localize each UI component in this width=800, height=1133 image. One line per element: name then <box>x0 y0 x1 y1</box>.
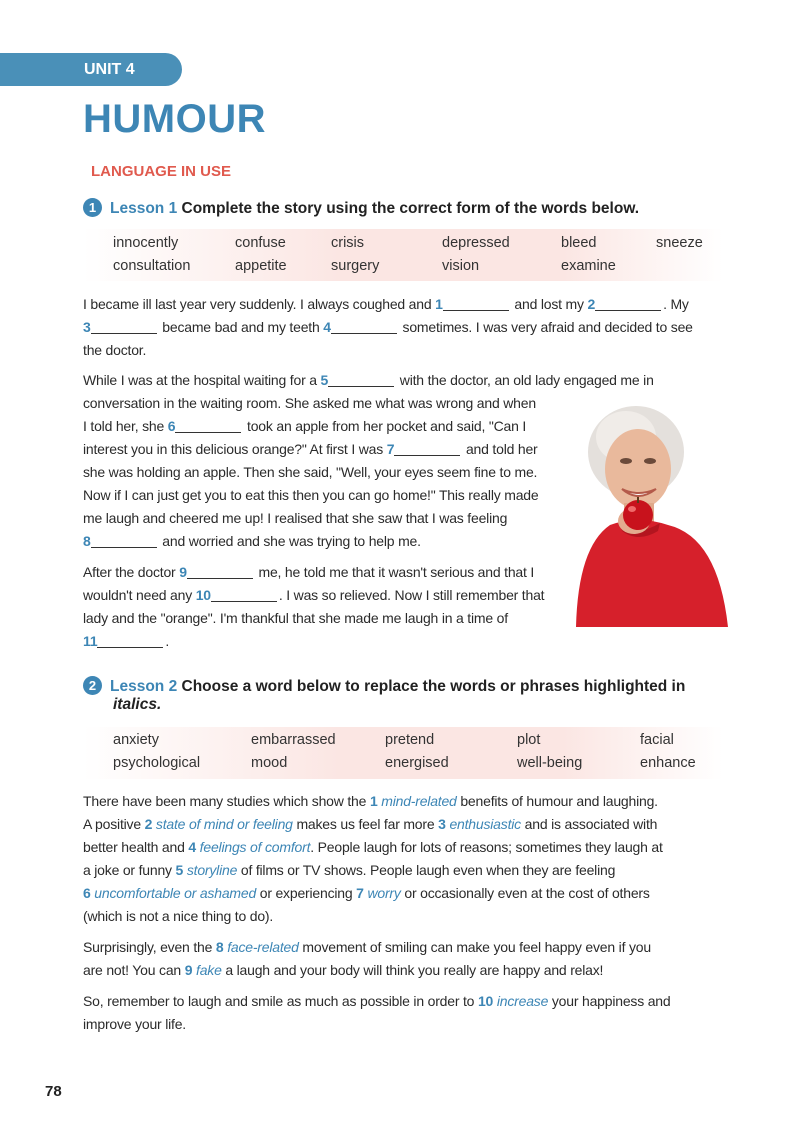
answer-blank[interactable] <box>328 372 394 387</box>
text: I told her, she <box>83 418 168 434</box>
answer-blank[interactable] <box>394 441 460 456</box>
text: Now if I can just get you to eat this then you can go home!" This really made <box>83 487 539 503</box>
text: . My <box>663 296 689 312</box>
word-item: enhance <box>640 755 696 771</box>
gap-number: 5 <box>320 372 329 388</box>
gap-number: 9 <box>179 564 187 580</box>
gap-number: 10 <box>195 587 211 603</box>
word-box-2 <box>83 727 723 779</box>
section-label: LANGUAGE IN USE <box>91 163 232 180</box>
text-paragraph-2 <box>83 936 723 982</box>
gap-number: 8 <box>83 533 91 549</box>
exercise-1-heading <box>83 198 639 218</box>
gap-number: 2 <box>587 296 596 312</box>
text: with the doctor, an old lady engaged me in <box>396 372 654 388</box>
answer-blank[interactable] <box>211 587 277 602</box>
text: a joke or funny <box>83 862 176 878</box>
exercise-instruction: Choose a word below to replace the words or phrases highlighted in <box>181 678 686 695</box>
highlighted-phrase[interactable]: worry <box>367 885 401 901</box>
highlighted-phrase[interactable]: face-related <box>227 939 299 955</box>
lesson-label: Lesson 1 <box>110 200 178 217</box>
highlighted-phrase[interactable]: storyline <box>186 862 238 878</box>
word-item: anxiety <box>113 732 159 748</box>
highlighted-phrase[interactable]: feelings of comfort <box>199 839 311 855</box>
item-number: 7 <box>356 885 364 901</box>
word-item: bleed <box>561 235 597 251</box>
answer-blank[interactable] <box>97 633 163 648</box>
answer-blank[interactable] <box>595 296 661 311</box>
word-box-1 <box>83 229 723 281</box>
answer-blank[interactable] <box>175 418 241 433</box>
text: After the doctor <box>83 564 180 580</box>
word-item: facial <box>640 732 674 748</box>
text: or occasionally even at the cost of others <box>400 885 650 901</box>
item-number: 8 <box>215 939 224 955</box>
item-number: 2 <box>144 816 153 832</box>
text: . People laugh for lots of reasons; sometimes they laugh at <box>310 839 663 855</box>
text: . <box>165 633 170 649</box>
text: Surprisingly, even the <box>83 939 216 955</box>
text: . I was so relieved. Now I still remember that <box>278 587 545 603</box>
text: makes us feel far more <box>292 816 439 832</box>
exercise-instruction: Complete the story using the correct form of the words below. <box>181 200 640 217</box>
lesson-label: Lesson 2 <box>110 678 178 695</box>
text: While I was at the hospital waiting for a <box>83 372 321 388</box>
text: So, remember to laugh and smile as much as possible in order to <box>83 993 478 1009</box>
text: (which is not a nice thing to do). <box>83 908 274 924</box>
text: are not! You can <box>83 962 185 978</box>
text: became bad and my teeth <box>158 319 324 335</box>
page-title: HUMOUR <box>83 97 266 141</box>
text: interest you in this delicious orange?" At first I was <box>83 441 387 457</box>
highlighted-phrase[interactable]: fake <box>196 962 222 978</box>
word-item: surgery <box>331 258 380 274</box>
highlighted-phrase[interactable]: increase <box>496 993 549 1009</box>
gap-number: 11 <box>83 633 98 649</box>
text: and lost my <box>510 296 588 312</box>
text: wouldn't need any <box>83 587 196 603</box>
highlighted-phrase[interactable]: mind-related <box>381 793 457 809</box>
elderly-woman-with-apple-photo <box>568 397 734 627</box>
answer-blank[interactable] <box>91 533 157 548</box>
text-paragraph-1 <box>83 790 723 928</box>
text: she was holding an apple. Then she said, "Well, your eyes seem fine to me. <box>83 464 538 480</box>
answer-blank[interactable] <box>331 319 397 334</box>
word-item: confuse <box>235 235 286 251</box>
unit-label: UNIT 4 <box>84 61 135 78</box>
word-item: plot <box>517 732 541 748</box>
text: There have been many studies which show the <box>83 793 370 809</box>
word-item: embarrassed <box>251 732 336 748</box>
highlighted-phrase[interactable]: uncomfortable or ashamed <box>94 885 257 901</box>
item-number: 1 <box>369 793 378 809</box>
unit-tab <box>0 53 182 86</box>
story-paragraph-1 <box>83 293 723 362</box>
word-item: energised <box>385 755 449 771</box>
gap-number: 1 <box>435 296 443 312</box>
gap-number: 4 <box>323 319 331 335</box>
text: movement of smiling can make you feel happy even if you <box>298 939 651 955</box>
word-item: psychological <box>113 755 201 771</box>
text: improve your life. <box>83 1016 186 1032</box>
text: conversation in the waiting room. She asked me what was wrong and when <box>83 395 536 411</box>
answer-blank[interactable] <box>91 319 157 334</box>
text: sometimes. I was very afraid and decided to see <box>398 319 693 335</box>
text: your happiness and <box>548 993 671 1009</box>
word-item: well-being <box>517 755 583 771</box>
highlighted-phrase[interactable]: enthusiastic <box>449 816 521 832</box>
text-paragraph-3 <box>83 990 723 1036</box>
word-item: examine <box>561 258 616 274</box>
text: a laugh and your body will think you really are happy and relax! <box>221 962 604 978</box>
exercise-2-heading <box>83 676 685 696</box>
word-item: pretend <box>385 732 435 748</box>
answer-blank[interactable] <box>187 564 253 579</box>
word-item: depressed <box>442 235 510 251</box>
text: and worried and she was trying to help me. <box>158 533 421 549</box>
word-item: vision <box>442 258 480 274</box>
text: benefits of humour and laughing. <box>456 793 658 809</box>
item-number: 5 <box>175 862 184 878</box>
word-item: consultation <box>113 258 191 274</box>
text: took an apple from her pocket and said, "Can I <box>243 418 527 434</box>
text: better health and <box>83 839 189 855</box>
item-number: 4 <box>188 839 196 855</box>
gap-number: 6 <box>167 418 176 434</box>
item-number: 3 <box>438 816 446 832</box>
word-item: sneeze <box>656 235 703 251</box>
text: lady and the "orange". I'm thankful that she made me laugh in a time of <box>83 610 508 626</box>
item-number: 10 <box>477 993 494 1009</box>
text: the doctor. <box>83 342 147 358</box>
item-number: 6 <box>83 885 91 901</box>
page-number: 78 <box>45 1083 62 1100</box>
text: I became ill last year very suddenly. I always coughed and <box>83 296 436 312</box>
word-item: crisis <box>331 235 365 251</box>
text: and told her <box>462 441 538 457</box>
text: A positive <box>83 816 145 832</box>
word-item: innocently <box>113 235 179 251</box>
text: me laugh and cheered me up! I realised that she saw that I was feeling <box>83 510 508 526</box>
text: of films or TV shows. People laugh even when they are feeling <box>237 862 616 878</box>
text: me, he told me that it wasn't serious and that I <box>254 564 535 580</box>
text: and is associated with <box>520 816 658 832</box>
gap-number: 7 <box>386 441 395 457</box>
gap-number: 3 <box>83 319 91 335</box>
exercise-instruction-italic: italics. <box>113 696 162 713</box>
exercise-number-badge: 2 <box>83 676 102 695</box>
highlighted-phrase[interactable]: state of mind or feeling <box>155 816 293 832</box>
exercise-number-badge: 1 <box>83 198 102 217</box>
word-item: appetite <box>235 258 287 274</box>
answer-blank[interactable] <box>443 296 509 311</box>
item-number: 9 <box>184 962 193 978</box>
text: or experiencing <box>256 885 357 901</box>
word-item: mood <box>251 755 288 771</box>
